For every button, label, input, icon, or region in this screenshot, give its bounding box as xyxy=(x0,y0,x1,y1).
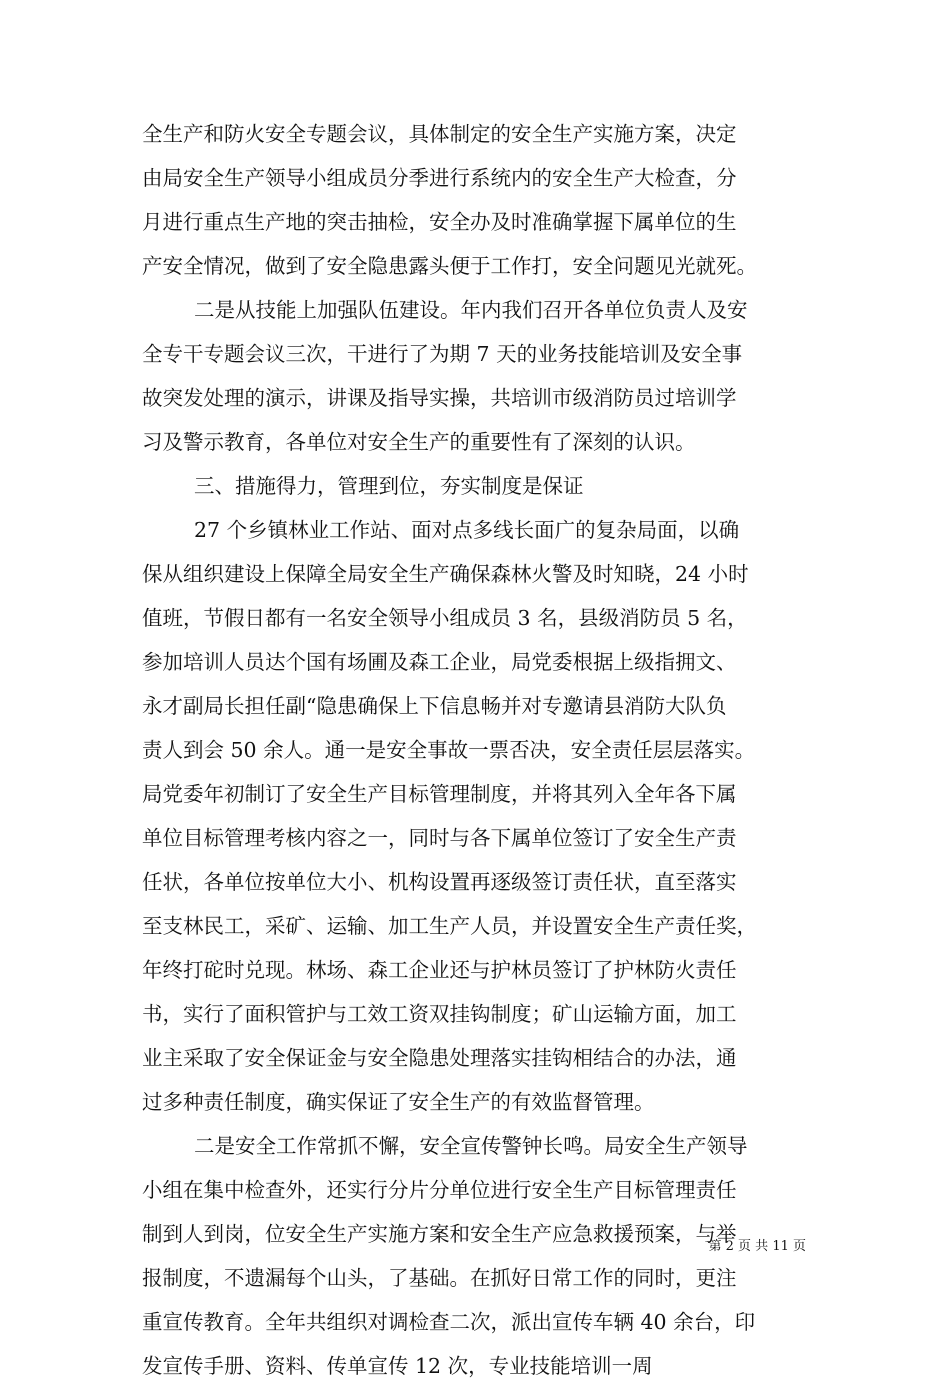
text-line: 责人到会 50 余人。通一是安全事故一票否决，安全责任层层落实。 xyxy=(142,738,756,762)
text-line: 小组在集中检查外，还实行分片分单位进行安全生产目标管理责任 xyxy=(142,1178,737,1202)
text-line: 局党委年初制订了安全生产目标管理制度，并将其列入全年各下属 xyxy=(142,782,737,806)
text-line: 书，实行了面积管护与工效工资双挂钩制度；矿山运输方面，加工 xyxy=(142,1002,737,1026)
text-line: 单位目标管理考核内容之一，同时与各下属单位签订了安全生产责 xyxy=(142,826,737,850)
text-line: 至支林民工，采矿、运输、加工生产人员，并设置安全生产责任奖， xyxy=(142,914,757,938)
text-line: 过多种责任制度，确实保证了安全生产的有效监督管理。 xyxy=(142,1090,655,1114)
text-line: 三、措施得力，管理到位，夯实制度是保证 xyxy=(194,474,584,498)
text-line: 习及警示教育，各单位对安全生产的重要性有了深刻的认识。 xyxy=(142,430,696,454)
text-line: 制到人到岗，位安全生产实施方案和安全生产应急救援预案，与举 xyxy=(142,1222,737,1246)
text-line: 重宣传教育。全年共组织对调检查二次，派出宣传车辆 40 余台，印 xyxy=(142,1310,756,1334)
text-line: 由局安全生产领导小组成员分季进行系统内的安全生产大检查，分 xyxy=(142,166,737,190)
text-line: 产安全情况，做到了安全隐患露头便于工作打，安全问题见光就死。 xyxy=(142,254,757,278)
text-line: 参加培训人员达个国有场圃及森工企业，局党委根据上级指拥文、 xyxy=(142,650,737,674)
text-line: 保从组织建设上保障全局安全生产确保森林火警及时知晓，24 小时 xyxy=(142,562,749,586)
text-line: 全生产和防火安全专题会议，具体制定的安全生产实施方案，决定 xyxy=(142,122,737,146)
text-line: 27 个乡镇林业工作站、面对点多线长面广的复杂局面，以确 xyxy=(194,518,740,542)
text-line: 月进行重点生产地的突击抽检，安全办及时准确掌握下属单位的生 xyxy=(142,210,737,234)
text-line: 二是从技能上加强队伍建设。年内我们召开各单位负责人及安 xyxy=(194,298,748,322)
text-line: 任状，各单位按单位大小、机构设置再逐级签订责任状，直至落实 xyxy=(142,870,737,894)
text-line: 二是安全工作常抓不懈，安全宣传警钟长鸣。局安全生产领导 xyxy=(194,1134,748,1158)
document-body xyxy=(142,112,812,1388)
page-number-footer: 第 2 页 共 11 页 xyxy=(708,1239,806,1254)
text-line: 故突发处理的演示，讲课及指导实操，共培训市级消防员过培训学 xyxy=(142,386,737,410)
text-line: 发宣传手册、资料、传单宣传 12 次，专业技能培训一周 xyxy=(142,1354,653,1378)
text-line: 报制度，不遗漏每个山头，了基础。在抓好日常工作的同时，更注 xyxy=(142,1266,737,1290)
text-line: 年终打砣时兑现。林场、森工企业还与护林员签订了护林防火责任 xyxy=(142,958,737,982)
text-line: 值班，节假日都有一名安全领导小组成员 3 名，县级消防员 5 名， xyxy=(142,606,748,630)
text-line: 全专干专题会议三次，干进行了为期 7 天的业务技能培训及安全事 xyxy=(142,342,743,366)
text-line: 永才副局长担任副“隐患确保上下信息畅并对专邀请县消防大队负 xyxy=(142,694,727,718)
text-line: 业主采取了安全保证金与安全隐患处理落实挂钩相结合的办法，通 xyxy=(142,1046,737,1070)
